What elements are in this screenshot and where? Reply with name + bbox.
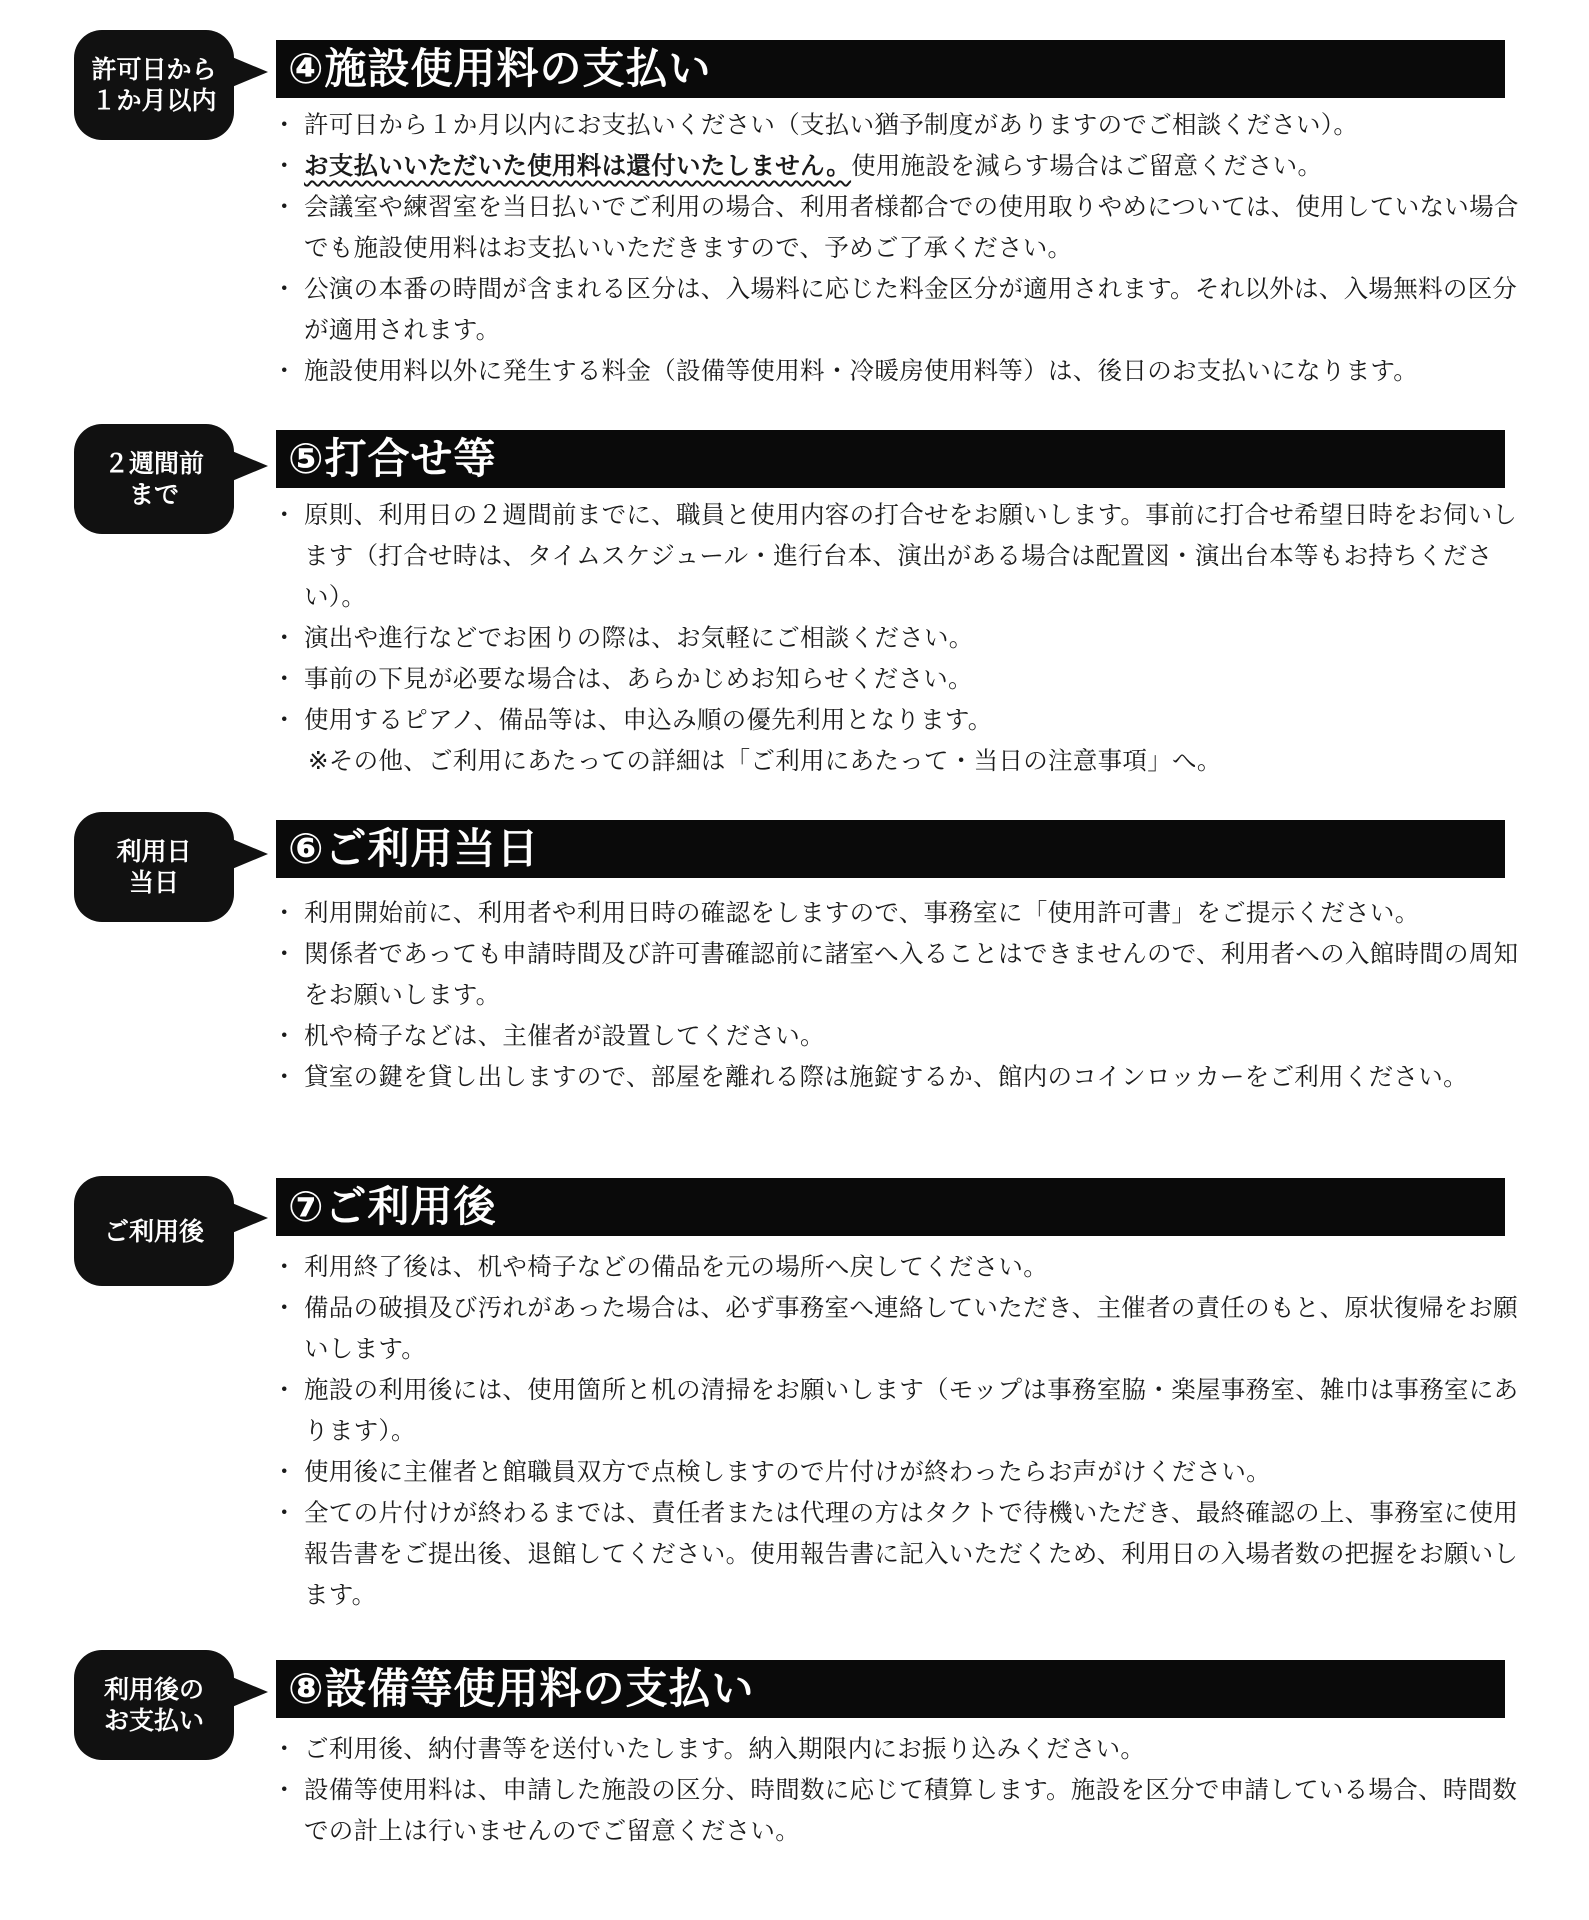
list-item (278, 145, 1529, 186)
timing-badge (74, 424, 234, 534)
timing-badge (74, 812, 234, 922)
section-title: ⑦ご利用後 (276, 1178, 1505, 1236)
timing-badge (74, 1650, 234, 1760)
list-item-text: 使用施設を減らす場合はご留意ください。 (851, 151, 1323, 180)
item-list (278, 1246, 1529, 1615)
item-list (278, 104, 1529, 391)
section-title: ④施設使用料の支払い (276, 40, 1505, 98)
section-title: ⑤打合せ等 (276, 430, 1505, 488)
list-item: ・ 事前の下見が必要な場合は、あらかじめお知らせください。 (278, 658, 1529, 699)
badge-line: 利用日 (116, 837, 192, 866)
section-title: ⑥ご利用当日 (276, 820, 1505, 878)
list-item: ・ 施設使用料以外に発生する料金（設備等使用料・冷暖房使用料等）は、後日のお支払いになります。 (278, 350, 1529, 391)
list-item: ・ 備品の破損及び汚れがあった場合は、必ず事務室へ連絡していただき、主催者の責任のもと、原状復帰をお願いします。 (278, 1287, 1529, 1369)
badge-line: まで (128, 480, 179, 509)
list-item: ・ 全ての片付けが終わるまでは、責任者または代理の方はタクトで待機いただき、最終確認の上、事務室に使用報告書をご提出後、退館してください。使用報告書に記入いただくため、利用日の入場者数の把握をお願いします。 (278, 1492, 1529, 1615)
list-item: ・ 利用開始前に、利用者や利用日時の確認をしますので、事務室に「使用許可書」をご提示ください。 (278, 892, 1529, 933)
list-item: ・ 会議室や練習室を当日払いでご利用の場合、利用者様都合での使用取りやめについては、使用していない場合でも施設使用料はお支払いいただきますので、予めご了承ください。 (278, 186, 1529, 268)
list-item: ・ 許可日から１か月以内にお支払いください（支払い猶予制度がありますのでご相談ください）。 (278, 104, 1529, 145)
badge-line: お支払い (103, 1706, 204, 1735)
item-list (278, 494, 1529, 781)
list-item: ・ 設備等使用料は、申請した施設の区分、時間数に応じて積算します。施設を区分で申請している場合、時間数での計上は行いませんのでご留意ください。 (278, 1769, 1529, 1851)
list-item: ・ 原則、利用日の２週間前までに、職員と使用内容の打合せをお願いします。事前に打合せ希望日時をお伺いします（打合せ時は、タイムスケジュール・進行台本、演出がある場合は配置図・演出台本等もお持ちください）。 (278, 494, 1529, 617)
badge-line: ２週間前 (103, 449, 204, 478)
timing-badge (74, 30, 234, 140)
list-item: ・ 施設の利用後には、使用箇所と机の清掃をお願いします（モップは事務室脇・楽屋事務室、雑巾は事務室にあります）。 (278, 1369, 1529, 1451)
section-title: ⑧設備等使用料の支払い (276, 1660, 1505, 1718)
badge-line: ご利用後 (103, 1216, 204, 1246)
badge-line: １か月以内 (91, 86, 217, 115)
list-item: ・ 利用終了後は、机や椅子などの備品を元の場所へ戻してください。 (278, 1246, 1529, 1287)
list-item: ・ 使用するピアノ、備品等は、申込み順の優先利用となります。 (278, 699, 1529, 740)
list-item: ・ 机や椅子などは、主催者が設置してください。 (278, 1015, 1529, 1056)
list-item: ・ 貸室の鍵を貸し出しますので、部屋を離れる際は施錠するか、館内のコインロッカーをご利用ください。 (278, 1056, 1529, 1097)
list-item: ・ 使用後に主催者と館職員双方で点検しますので片付けが終わったらお声がけください。 (278, 1451, 1529, 1492)
note-text: ※その他、ご利用にあたっての詳細は「ご利用にあたって・当日の注意事項」へ。 (308, 746, 1222, 775)
item-list (278, 892, 1529, 1097)
list-item: ・ ご利用後、納付書等を送付いたします。納入期限内にお振り込みください。 (278, 1728, 1529, 1769)
timing-badge (74, 1176, 234, 1286)
badge-line: 当日 (128, 868, 179, 897)
badge-line: 利用後の (103, 1675, 204, 1704)
list-item: ・ 公演の本番の時間が含まれる区分は、入場料に応じた料金区分が適用されます。それ以外は、入場無料の区分が適用されます。 (278, 268, 1529, 350)
list-item: ・ 演出や進行などでお困りの際は、お気軽にご相談ください。 (278, 617, 1529, 658)
badge-line: 許可日から (91, 55, 217, 84)
item-list (278, 1728, 1529, 1851)
emphasis-text: お支払いいただいた使用料は還付いたしません。 (304, 151, 852, 180)
list-item: ・ 関係者であっても申請時間及び許可書確認前に諸室へ入ることはできませんので、利用者への入館時間の周知をお願いします。 (278, 933, 1529, 1015)
